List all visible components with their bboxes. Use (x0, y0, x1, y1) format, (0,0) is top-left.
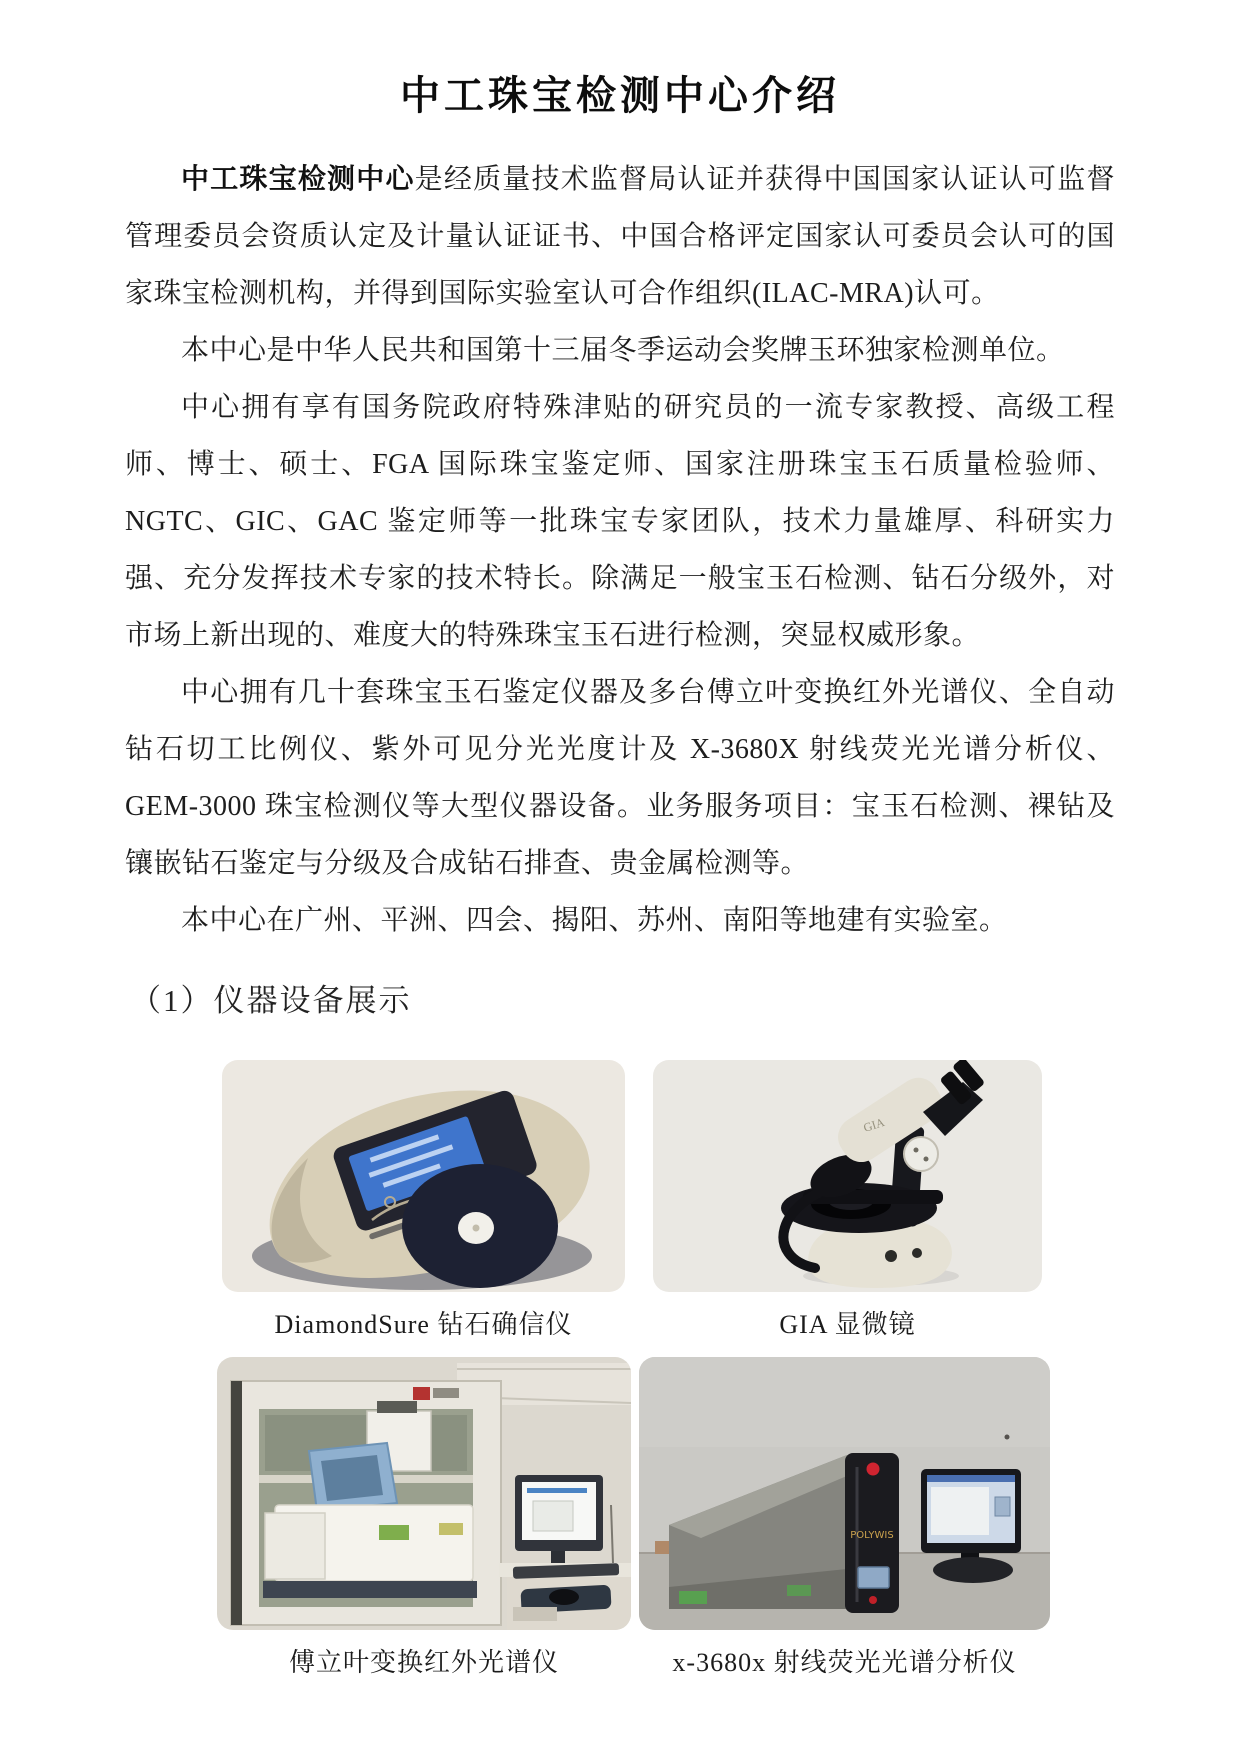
section-heading: （1）仪器设备展示 (130, 983, 412, 1018)
paragraph-intro (125, 151, 1115, 322)
page-title: 中工珠宝检测中心介绍 (400, 73, 840, 119)
figure-caption-xrf: x-3680x 射线荧光光谱分析仪 (672, 1648, 1017, 1677)
paragraph-labs: 本中心在广州、平洲、四会、揭阳、苏州、南阳等地建有实验室。 (181, 905, 1008, 936)
gia-photo-label: GIA (861, 1114, 887, 1135)
figure-gia-microscope (653, 1060, 1042, 1341)
gia-microscope-photo (653, 1060, 1042, 1292)
xrf-photo-label: POLYWIS (850, 1530, 894, 1541)
figure-caption-diamondsure: DiamondSure 钻石确信仪 (274, 1310, 573, 1339)
ftir-photo (217, 1357, 631, 1630)
paragraph-intro-rest: 是经质量技术监督局认证并获得中国国家认证认可监督管理委员会资质认定及计量认证证书、中国合格评定国家认可委员会认可的国家珠宝检测机构，并得到国际实验室认可合作组织(ILAC-MRA)认可。 (125, 164, 1115, 309)
paragraph-instruments: 中心拥有几十套珠宝玉石鉴定仪器及多台傅立叶变换红外光谱仪、全自动钻石切工比例仪、紫外可见分光光度计及 X-3680X 射线荧光光谱分析仪、GEM-3000 珠宝检测仪等大型仪器设备。业务服务项目：宝玉石检测、裸钻及镶嵌钻石鉴定与分级及合成钻石排查、贵金属检测等。 (125, 677, 1115, 879)
figure-diamondsure (222, 1060, 625, 1341)
paragraph-winter-games: 本中心是中华人民共和国第十三届冬季运动会奖牌玉环独家检测单位。 (181, 335, 1065, 366)
figure-caption-ftir: 傅立叶变换红外光谱仪 (288, 1648, 559, 1677)
figure-caption-gia: GIA 显微镜 (779, 1310, 916, 1339)
figure-ftir (217, 1357, 631, 1679)
body-text (125, 151, 1115, 949)
diamondsure-photo (222, 1060, 625, 1292)
paragraph-experts: 中心拥有享有国务院政府特殊津贴的研究员的一流专家教授、高级工程师、博士、硕士、FGA 国际珠宝鉴定师、国家注册珠宝玉石质量检验师、NGTC、GIC、GAC 鉴定师等一批珠宝专家团队，技术力量雄厚、科研实力强、充分发挥技术专家的技术特长。除满足一般宝玉石检测、钻石分级外，对市场上新出现的、难度大的特殊珠宝玉石进行检测，突显权威形象。 (125, 392, 1115, 651)
figure-xrf-analyzer (639, 1357, 1050, 1679)
xrf-analyzer-photo (639, 1357, 1050, 1630)
paragraph-intro-bold-lead: 中工珠宝检测中心 (181, 164, 415, 195)
equipment-gallery (0, 1060, 1240, 1720)
